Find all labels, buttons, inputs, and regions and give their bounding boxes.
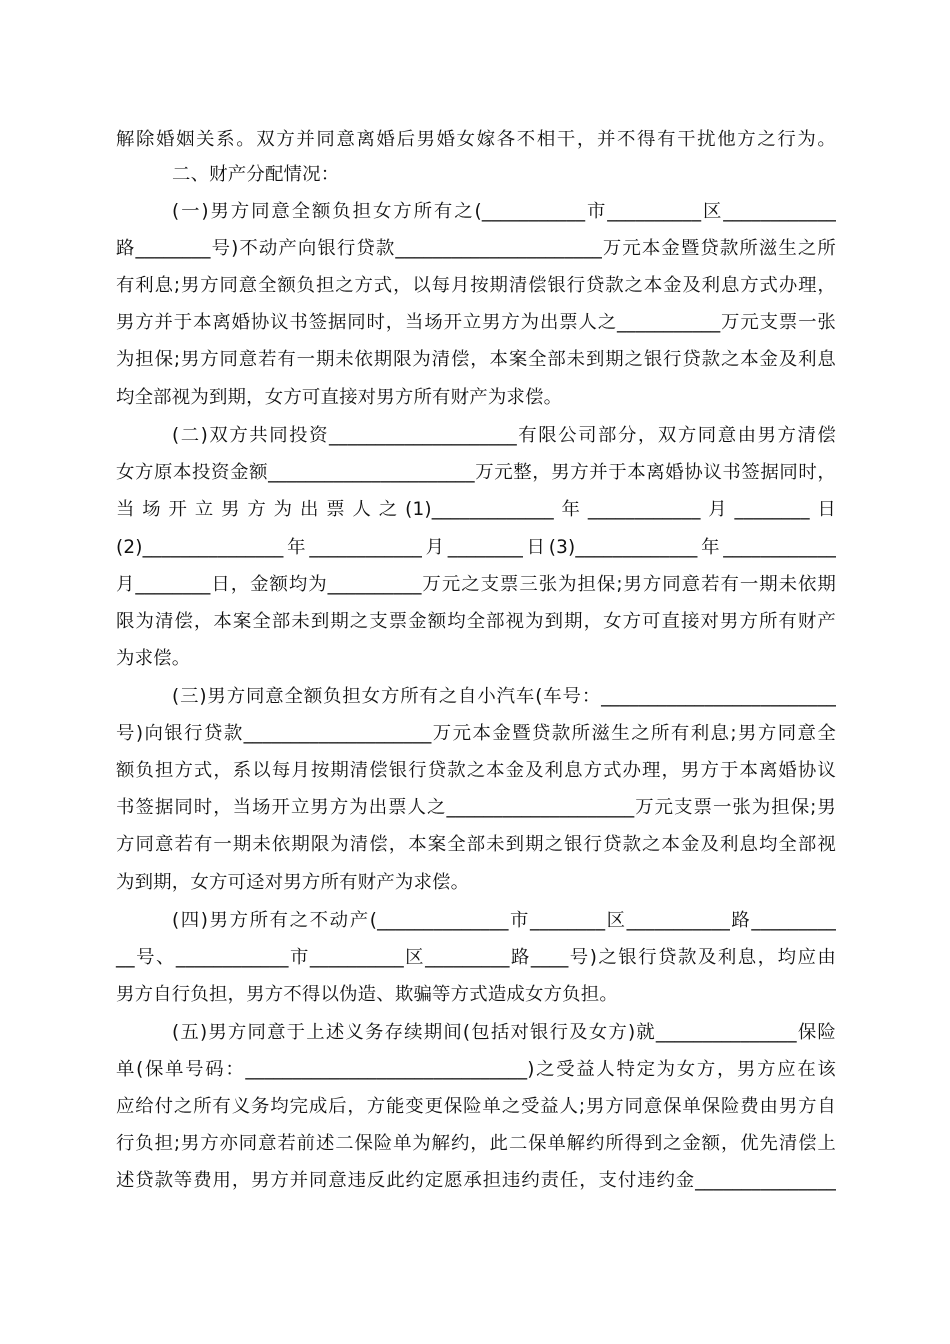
paragraph-line: __号、____________市__________区_________路____号)之银行贷款及利息，均应由 — [116, 947, 836, 968]
paragraph-line: (五)男方同意于上述义务存续期间(包括对银行及女方)就_______________保险 — [172, 1022, 836, 1043]
paragraph-line: 女方原本投资金额______________________万元整，男方并于本离婚协议书签据同时， — [116, 462, 836, 483]
paragraph-line: 方同意若有一期未依期限为清偿，本案全部未到期之银行贷款之本金及利息均全部视 — [116, 834, 836, 855]
paragraph-line: (二)双方共同投资____________________有限公司部分，双方同意由男方清偿 — [172, 425, 836, 446]
paragraph-line: 单(保单号码：______________________________)之受益人特定为女方，男方应在该 — [116, 1059, 836, 1080]
paragraph-line: 有利息;男方同意全额负担之方式，以每月按期清偿银行贷款之本金及利息方式办理， — [116, 275, 836, 296]
paragraph-line: 书签据同时，当场开立男方为出票人之____________________万元支票一张为担保;男 — [116, 797, 836, 818]
paragraph-line: 述贷款等费用，男方并同意违反此约定愿承担违约责任，支付违约金_______________ — [116, 1170, 836, 1191]
paragraph-line: 均全部视为到期，女方可直接对男方所有财产为求偿。 — [116, 387, 563, 408]
paragraph-line: 男方并于本离婚协议书签据同时，当场开立男方为出票人之___________万元支票一张 — [116, 312, 836, 333]
paragraph-line: 额负担方式，系以每月按期清偿银行贷款之本金及利息方式办理，男方于本离婚协议 — [116, 760, 836, 781]
paragraph-line: 为担保;男方同意若有一期未依期限为清偿，本案全部未到期之银行贷款之本金及利息 — [116, 349, 836, 370]
paragraph-line: 男方自行负担，男方不得以伪造、欺骗等方式造成女方负担。 — [116, 984, 618, 1005]
paragraph-line: 为求偿。 — [116, 648, 191, 669]
paragraph-line: 月________日，金额均为__________万元之支票三张为担保;男方同意若有一期未依期 — [116, 574, 836, 595]
paragraph-line: 为到期，女方可迳对男方所有财产为求偿。 — [116, 872, 470, 893]
paragraph-line: (2)_______________年____________月________日(3)_____________年____________ — [116, 537, 836, 558]
paragraph-line: 路________号)不动产向银行贷款______________________万元本金暨贷款所滋生之所 — [116, 238, 836, 259]
paragraph-line: 应给付之所有义务均完成后，方能变更保险单之受益人;男方同意保单保险费由男方自 — [116, 1096, 836, 1117]
paragraph-line: (一)男方同意全额负担女方所有之(___________市__________区____________ — [172, 201, 836, 222]
paragraph-line: 行负担;男方亦同意若前述二保险单为解约，此二保单解约所得到之金额，优先清偿上 — [116, 1133, 836, 1154]
paragraph-line: 号)向银行贷款____________________万元本金暨贷款所滋生之所有利息;男方同意全 — [116, 723, 836, 744]
paragraph-line: 限为清偿，本案全部未到期之支票金额均全部视为到期，女方可直接对男方所有财产 — [116, 611, 836, 632]
paragraph-line: (四)男方所有之不动产(______________市________区___________路_________ — [172, 910, 836, 931]
section-heading: 二、财产分配情况： — [172, 164, 340, 185]
paragraph-line: (三)男方同意全额负担女方所有之自小汽车(车号：_________________________ — [172, 686, 836, 707]
paragraph-line: 当场开立男方为出票人之(1)_____________年____________月________日 — [116, 499, 836, 520]
paragraph-line: 解除婚姻关系。双方并同意离婚后男婚女嫁各不相干，并不得有干扰他方之行为。 — [116, 129, 836, 150]
